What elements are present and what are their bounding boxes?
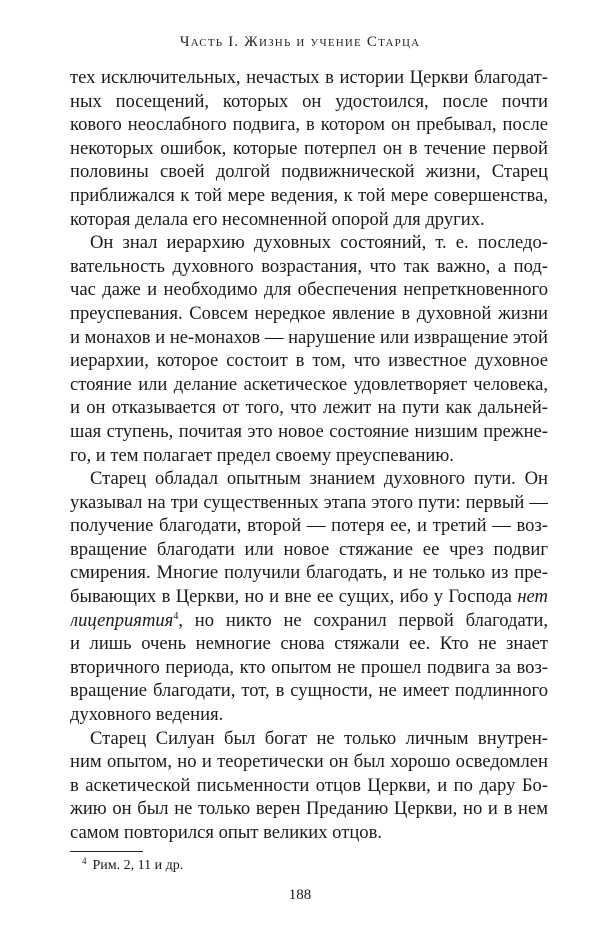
text-line xyxy=(70,561,548,585)
text-line xyxy=(70,538,548,562)
text-line xyxy=(70,255,548,279)
text-segment: кового неослабного подвига, в котором он пребывал, после xyxy=(70,114,548,136)
footnote xyxy=(82,858,183,874)
paragraph xyxy=(70,727,548,845)
text-line xyxy=(70,373,548,397)
text-line xyxy=(70,113,548,137)
footnote-text: Рим. 2, 11 и др. xyxy=(92,858,184,873)
text-segment: иерархии, которое состоит в том, что известное духовное xyxy=(70,350,548,372)
text-segment: духовного ведения. xyxy=(70,704,224,726)
text-line xyxy=(70,420,548,444)
text-segment: час даже и необходимо для обеспечения непреткновенного xyxy=(70,279,548,301)
text-segment: стояние или делание аскетическое удовлетворяет человека, xyxy=(70,373,548,395)
footnote-mark: 4 xyxy=(82,856,87,866)
text-line xyxy=(70,302,548,326)
running-header: Часть I. Жизнь и учение Старца xyxy=(179,34,421,50)
text-segment: в аскетической письменности отцов Церкви, и по дару Бо- xyxy=(70,774,548,796)
text-line xyxy=(70,679,548,703)
text-segment: Он знал иерархию духовных состояний, т. е. последо- xyxy=(90,232,548,254)
text-segment: вращение благодати или новое стяжание ее чрез подвиг xyxy=(70,538,548,560)
text-line xyxy=(70,326,548,350)
text-line xyxy=(70,66,548,90)
text-segment: получение благодати, второй — потеря ее, и третий — воз- xyxy=(70,515,548,537)
text-line xyxy=(70,396,548,420)
text-line xyxy=(70,184,548,208)
paragraph xyxy=(70,467,548,727)
footnote-reference[interactable]: 4 xyxy=(173,610,179,622)
text-line xyxy=(70,231,548,255)
text-segment: жию он был не только верен Преданию Церкви, но и в нем xyxy=(70,798,548,820)
text-segment: бывающих в Церкви, но и вне ее сущих, ибо у Господа xyxy=(70,586,518,608)
text-segment: Старец обладал опытным знанием духовного пути. Он xyxy=(90,468,548,490)
text-segment: вательность духовного возрастания, что так важно, а под- xyxy=(70,255,548,277)
text-line xyxy=(70,491,548,515)
text-line xyxy=(70,514,548,538)
text-line xyxy=(70,278,548,302)
text-line xyxy=(70,467,548,491)
text-segment: вращение благодати, тот, в сущности, не имеет подлинного xyxy=(70,680,548,702)
italic-text: лицеприятия xyxy=(70,609,174,631)
text-segment: которая делала его несомненной опорой для других. xyxy=(70,208,485,230)
text-line xyxy=(70,632,548,656)
text-line xyxy=(70,90,548,114)
text-line xyxy=(70,444,548,468)
text-line xyxy=(70,821,548,845)
text-segment: указывал на три существенных этапа этого пути: первый — xyxy=(70,491,548,513)
text-segment: самом повторился опыт великих отцов. xyxy=(70,822,383,843)
footnote-divider xyxy=(70,851,143,852)
text-line xyxy=(70,160,548,184)
paragraph xyxy=(70,231,548,467)
text-segment: приближался к той мере ведения, к той мере совершенства, xyxy=(70,184,548,206)
text-segment: го, и тем полагает предел своему преуспеванию. xyxy=(70,444,454,466)
text-segment: и он отказывается от того, что лежит на пути как дальней- xyxy=(70,397,548,419)
text-segment: половины своей долгой подвижнической жизни, Старец xyxy=(70,161,548,183)
text-segment: смирения. Многие получили благодать, и не только из пре- xyxy=(70,562,548,584)
text-segment: некоторых ошибок, которые потерпел он в течение первой xyxy=(70,137,548,159)
text-segment: вторичного периода, кто опытом не прошел подвига за воз- xyxy=(70,656,548,678)
text-segment: тех исключительных, нечастых в истории Церкви благодат- xyxy=(70,67,548,88)
text-line xyxy=(70,609,548,633)
body-text xyxy=(70,66,548,845)
text-segment: ных посещений, которых он удостоился, после почти xyxy=(70,90,548,112)
text-line xyxy=(70,349,548,373)
text-line xyxy=(70,750,548,774)
text-segment: и лишь очень немногие снова стяжали ее. Кто не знает xyxy=(70,633,548,655)
text-line xyxy=(70,774,548,798)
text-segment: ним опытом, но и теоретически он был хорошо осведомлен xyxy=(70,751,548,773)
text-segment: шая ступень, почитая это новое состояние низшим прежне- xyxy=(70,420,548,442)
text-line xyxy=(70,727,548,751)
paragraph xyxy=(70,66,548,231)
text-line xyxy=(70,585,548,609)
text-line xyxy=(70,656,548,680)
text-line xyxy=(70,137,548,161)
text-segment: и монахов и не-монахов — нарушение или извращение этой xyxy=(70,326,548,348)
italic-text: нет xyxy=(517,586,548,608)
text-segment: преуспевания. Совсем нередкое явление в духовной жизни xyxy=(70,302,548,324)
text-segment: Старец Силуан был богат не только личным внутрен- xyxy=(90,727,548,749)
text-segment: , но никто не сохранил первой благодати, xyxy=(178,609,548,631)
text-line xyxy=(70,208,548,232)
text-line xyxy=(70,797,548,821)
text-line xyxy=(70,703,548,727)
page-number: 188 xyxy=(288,887,312,903)
